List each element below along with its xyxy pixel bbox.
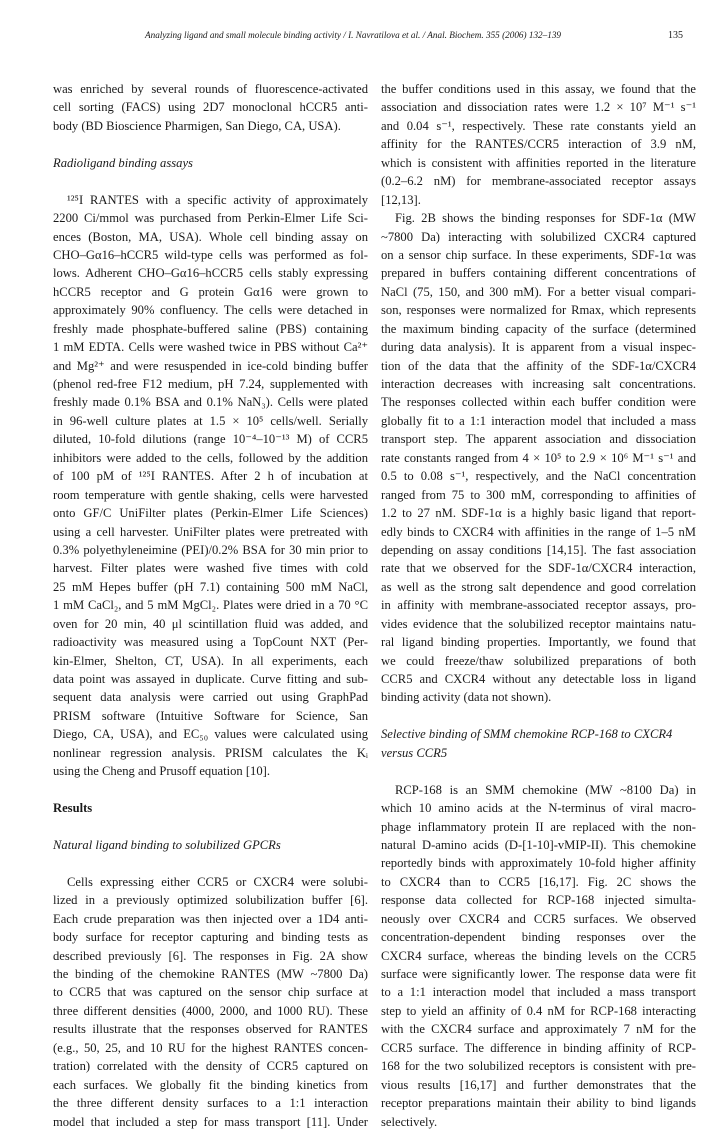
text-line: step to yield an affinity of 0.4 nM for RCP-168 interacting	[381, 1003, 696, 1018]
text-line: body (BD Bioscience Pharmigen, San Diego, CA, USA).	[53, 118, 341, 133]
text-line: transport step. The apparent association and dissociation	[381, 432, 696, 447]
text-line: association and dissociation rates were 1.2 × 10⁷ M⁻¹ s⁻¹	[381, 100, 696, 115]
text-line: inhibitors were added to the cells, followed by the addition	[53, 450, 368, 465]
text-line: model that included a step for mass transport [11]. Under	[53, 1114, 368, 1129]
text-line: natural D-amino acids (D-[1-10]-vMIP-II). This chemokine	[381, 837, 696, 852]
text-line: using the Cheng and Prusoff equation [10].	[53, 764, 270, 779]
text-line: freshly made 0.1% BSA and 0.1% NaN₃). Cells were plated	[53, 395, 368, 410]
text-line: rate that we observed for the SDF-1α/CXCR4 interaction,	[381, 561, 696, 576]
text-line: reportedly binds with approximately 10-fold higher affinity	[381, 856, 696, 871]
text-line: CXCR4 surface, whereas the binding levels on the CCR5	[381, 948, 696, 963]
text-line: in 96-well culture plates at 1.5 × 10⁵ cells/well. Serially	[53, 413, 368, 428]
text-line: during data analysis). It is apparent from a visual inspec-	[381, 340, 696, 355]
text-line: RCP-168 is an SMM chemokine (MW ~8100 Da) in	[395, 782, 696, 797]
text-line: binding activity (data not shown).	[381, 690, 552, 705]
rantes-paragraph-continued	[381, 80, 696, 209]
text-line: (0.2–6.2 nM) for membrane-associated receptor assays	[381, 174, 696, 189]
sdf1-paragraph	[381, 209, 696, 707]
results-heading: Results	[53, 801, 93, 816]
text-line: selectively.	[381, 1114, 438, 1129]
radioligand-heading: Radioligand binding assays	[53, 155, 193, 170]
text-line: cell sorting (FACS) using 2D7 monoclonal hCCR5 anti-	[53, 100, 368, 115]
text-line: with the CXCR4 surface and approximately 7 nM for the	[381, 1022, 696, 1037]
text-line: diluted, 10-fold dilutions (range 10⁻⁴–10⁻¹³ M) of CCR5	[53, 432, 368, 447]
right-column	[381, 80, 696, 1131]
text-line: we could freeze/thaw solubilized preparations of both	[381, 653, 696, 668]
text-line: as well as the strong salt dependence and good correlation	[381, 579, 696, 594]
text-line: kin-Elmer, Shelton, CT, USA). In all experiments, each	[53, 653, 368, 668]
text-line: to a 1:1 interaction model that included a mass transport	[381, 985, 696, 1000]
text-line: concentration-dependent binding responses over the	[381, 930, 696, 945]
running-title: Analyzing ligand and small molecule binding activity / I. Navratilova et al. / Anal. Biochem. 355 (2006) 132–139	[145, 30, 562, 40]
text-line: was enriched by several rounds of fluorescence-activated	[53, 82, 368, 96]
heading-line: versus CCR5	[381, 745, 448, 760]
heading-line: Selective binding of SMM chemokine RCP-168 to CXCR4	[381, 727, 673, 742]
text-line: ~7800 Da) interacting with solubilized CXCR4 captured	[381, 229, 696, 244]
text-line: The responses collected within each buffer condition were	[381, 395, 696, 410]
text-line: 0.3% polyethyleneimine (PEI)/0.2% BSA for 30 min prior to	[53, 542, 368, 557]
natural-ligand-heading: Natural ligand binding to solubilized GPCRs	[53, 837, 281, 852]
text-line: ranged from 75 to 300 mM, corresponding to affinities of	[381, 487, 696, 502]
text-line: Each crude preparation was then injected over a 1D4 anti-	[53, 911, 368, 926]
text-line: radioactivity was measured using a TopCount NXT (Per-	[53, 635, 368, 650]
text-line: which is consistent with affinities reported in the literature	[381, 155, 696, 170]
text-line: Fig. 2B shows the binding responses for SDF-1α (MW	[395, 211, 696, 226]
rcp168-paragraph	[381, 781, 696, 1131]
text-line: the buffer conditions used in this assay, we found that the	[381, 82, 696, 96]
natural-ligand-paragraph	[53, 873, 368, 1131]
text-line: hCCR5 receptor and G protein Gα16 were grown to	[53, 284, 368, 299]
text-line: each surfaces. We globally fit the binding kinetics from	[53, 1077, 368, 1092]
text-line: to CCR5 that was captured on the sensor chip surface at	[53, 985, 368, 1000]
text-line: described previously [6]. The responses in Fig. 2A show	[53, 948, 368, 963]
text-line: tration) correlated with the density of CCR5 captured on	[53, 1059, 368, 1074]
text-line: harvest. Filter plates were washed five times with cold	[53, 561, 368, 576]
text-line: lows. Adherent CHO–Gα16–hCCR5 cells stably expressing	[53, 266, 368, 281]
text-line: interaction decreases with increasing salt concentrations.	[381, 377, 696, 391]
text-line: ¹²⁵I RANTES with a specific activity of approximately	[67, 192, 368, 207]
text-line: 0.5 to 0.08 s⁻¹, respectively, and the NaCl concentration	[381, 469, 696, 484]
text-line: response data collected for RCP-168 injected simulta-	[381, 893, 696, 908]
text-line: Diego, CA, USA), and EC₅₀ values were calculated using	[53, 727, 368, 742]
text-line: on a sensor chip surface. In these experiments, SDF-1α was	[381, 247, 696, 262]
text-line: CCR5 and CXCR4 without any detectable loss in ligand	[381, 672, 696, 686]
running-header	[53, 30, 683, 46]
text-line: (e.g., 50, 25, and 10 RU for the highest RANTES concen-	[53, 1040, 368, 1055]
text-line: ences (Boston, MA, USA). Whole cell binding assay on	[53, 229, 368, 244]
text-line: to CXCR4 than to CCR5 [16,17]. Fig. 2C shows the	[381, 874, 696, 889]
text-line: the three different density surfaces to a 1:1 interaction	[53, 1096, 368, 1111]
text-line: neously over CXCR4 and CCR5 surfaces. We observed	[381, 911, 696, 926]
text-line: room temperature with gentle shaking, cells were harvested	[53, 487, 368, 502]
text-line: tion of the data that the affinity of the SDF-1α/CXCR4	[381, 358, 696, 373]
text-line: oven for 20 min, 40 μl scintillation fluid was added, and	[53, 616, 368, 631]
left-column	[53, 80, 368, 1131]
text-line: ral ligand binding properties. Importantly, we found that	[381, 635, 696, 650]
text-line: vious results [16,17] and further demonstrates that the	[381, 1077, 696, 1092]
text-line: 1 mM CaCl₂, and 5 mM MgCl₂. Plates were dried in a 70 °C	[53, 598, 368, 613]
text-line: affinity for the RANTES/CCR5 interaction of 3.9 nM,	[381, 137, 696, 152]
text-line: son, responses were normalized for Rmax, which represents	[381, 303, 696, 318]
text-line: (phenol red-free F12 medium, pH 7.24, supplemented with	[53, 377, 368, 391]
text-line: PRISM software (Intuitive Software for Science, San	[53, 708, 368, 723]
text-line: depending on assay conditions [14,15]. The fast association	[381, 542, 696, 557]
text-line: 2200 Ci/mmol was purchased from Perkin-Elmer Life Sci-	[53, 211, 368, 226]
text-line: the maximum binding capacity of the surface (determined	[381, 321, 696, 336]
text-line: body surface for receptor capturing and binding tests as	[53, 930, 368, 945]
text-line: nonlinear regression analysis. PRISM calculates the Kᵢ	[53, 745, 368, 760]
text-line: [12,13].	[381, 192, 421, 207]
text-line: prepared in buffers containing different concentrations of	[381, 266, 696, 281]
text-line: using a cell harvester. UniFilter plates were pretreated with	[53, 524, 368, 539]
text-line: vides evidence that the solubilized receptor maintains natu-	[381, 616, 696, 631]
text-line: approximately 90% confluency. The cells were detached in	[53, 303, 368, 318]
text-line: three different densities (4000, 2000, and 1000 RU). These	[53, 1003, 368, 1018]
text-line: phage inflammatory protein II are replaced with the non-	[381, 819, 696, 834]
text-line: 168 for the two solubilized receptors is consistent with pre-	[381, 1059, 696, 1074]
page-number: 135	[668, 30, 683, 41]
text-line: onto GF/C UniFilter plates (Perkin-Elmer Life Sciences)	[53, 506, 368, 521]
text-line: receptor preparations maintain their ability to bind ligands	[381, 1096, 696, 1111]
text-line: NaCl (75, 150, and 300 mM). For a better visual compari-	[381, 284, 696, 299]
text-line: surface were significantly lower. The response data were fit	[381, 967, 696, 981]
text-line: CHO–Gα16–hCCR5 wild-type cells was performed as fol-	[53, 247, 368, 262]
text-line: 25 mM Hepes buffer (pH 7.1) containing 500 mM NaCl,	[53, 579, 368, 594]
text-line: rate constants ranged from 4 × 10⁵ to 2.9 × 10⁶ M⁻¹ s⁻¹ and	[381, 450, 696, 465]
text-line: and 0.04 s⁻¹, respectively. These rate constants yield an	[381, 118, 696, 133]
text-line: sequent data analysis were carried out using GraphPad	[53, 690, 368, 705]
text-line: the binding of the chemokine RANTES (MW ~7800 Da)	[53, 967, 368, 981]
text-line: 1 mM EDTA. Cells were washed twice in PBS without Ca²⁺	[53, 340, 368, 355]
text-line: globally fit to a 1:1 interaction model that included a mass	[381, 413, 696, 428]
text-line: Cells expressing either CCR5 or CXCR4 were solubi-	[67, 874, 368, 889]
text-line: in affinity with membrane-associated receptor assays, pro-	[381, 598, 696, 613]
text-line: 1.2 to 27 nM. SDF-1α is a highly basic ligand that report-	[381, 506, 696, 521]
selective-binding-heading	[381, 725, 696, 762]
text-line: and Mg²⁺ and were resuspended in ice-cold binding buffer	[53, 358, 368, 373]
radioligand-paragraph	[53, 191, 368, 781]
intro-paragraph	[53, 80, 368, 135]
text-line: CCR5 surface. The difference in binding affinity of RCP-	[381, 1040, 696, 1055]
text-line: lized in a previously optimized solubilization buffer [6].	[53, 893, 368, 908]
text-line: data point was assayed in duplicate. Curve fitting and sub-	[53, 672, 368, 686]
text-line: of 100 pM of ¹²⁵I RANTES. After 2 h of incubation at	[53, 469, 368, 484]
text-line: results illustrate that the responses observed for RANTES	[53, 1022, 368, 1037]
text-line: edly binds to CXCR4 with affinities in the range of 1–5 nM	[381, 524, 696, 539]
text-line: freshly made phosphate-buffered saline (PBS) containing	[53, 321, 368, 336]
text-line: which 10 amino acids at the N-terminus of viral macro-	[381, 801, 696, 816]
